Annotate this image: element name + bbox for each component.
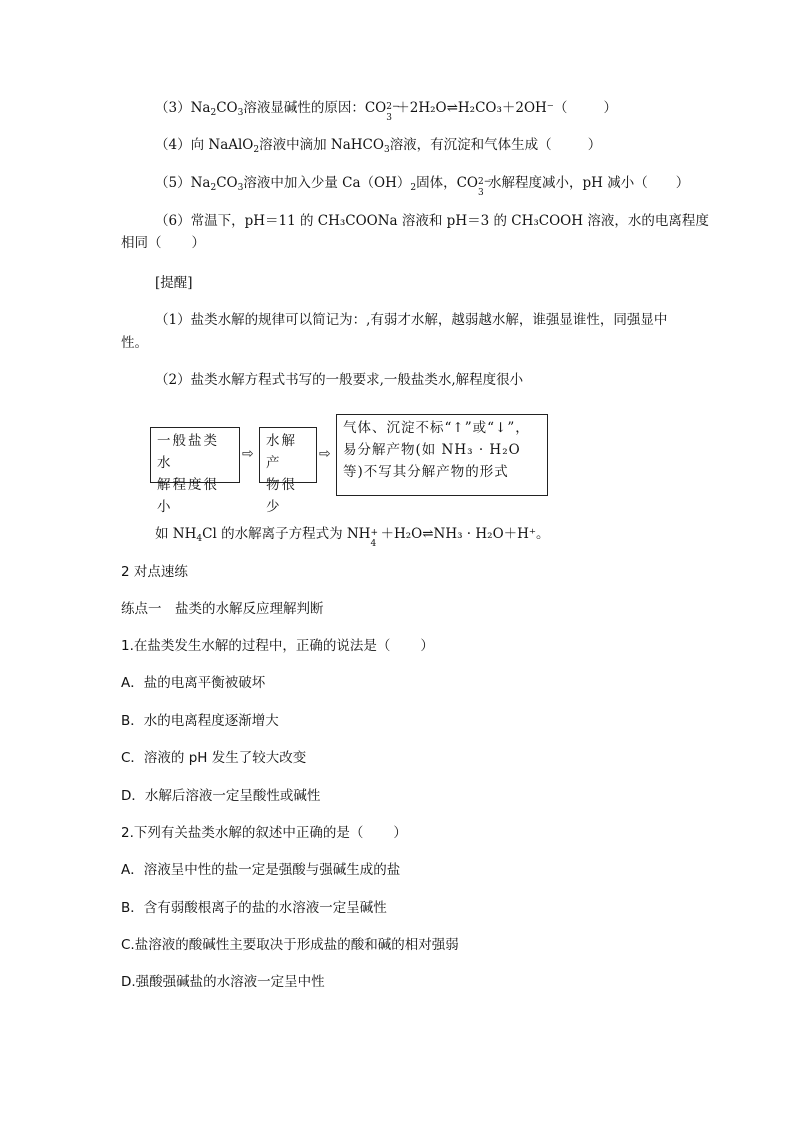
review-item-3: $(3)Na_2CO_3$溶液显碱性的原因：CO 2− 3 ＋2H₂O⇌H₂CO₃＋2OH⁻（ ） xyxy=(155,100,617,123)
q1-option-c: C．溶液的 pH 发生了较大改变 xyxy=(121,750,307,766)
q1-stem-text: 1.在盐类发生水解的过程中，正确的说法是（ xyxy=(121,638,391,654)
example-sub: 4 xyxy=(196,534,203,544)
review-item-6-line2 xyxy=(121,232,205,254)
tip-p1-line1: （1）盐类水解的规律可以简记为：,有弱才水解，越弱越水解，谁强显谁性，同强显中 xyxy=(155,312,668,328)
tip-p1-line2: 性。 xyxy=(121,335,148,351)
flow-box-2 xyxy=(259,427,317,515)
item5-c: 溶液中加入少量 Ca（OH） xyxy=(243,175,411,191)
item5-a: （5）Na xyxy=(155,175,211,191)
question-2-stem xyxy=(121,822,407,844)
item4-c: 溶液，有沉淀和气体生成（ xyxy=(389,137,552,153)
flow-box-3-line3: 等)不写其分解产物的形式 xyxy=(343,464,509,480)
flow-box-1-line2: 解程度很小 xyxy=(157,477,219,515)
question-1-stem xyxy=(121,635,434,657)
item3-text: 溶液显碱性的原因：CO xyxy=(243,100,387,116)
flow-box-2-line2: 物很少 xyxy=(266,477,297,515)
item5-e: 水解程度减小，pH 减小（ xyxy=(487,175,648,191)
review-item-5: $(5)Na_2CO_3$溶液中加入少量 $Ca(OH)_2$固体，CO 2− 3 水解程度减小，pH 减小（ ） xyxy=(155,175,690,198)
flow-box-3 xyxy=(336,414,548,496)
q2-close: ） xyxy=(393,825,407,841)
item4-b: 溶液中滴加 NaHCO xyxy=(259,137,384,153)
tip-p2: （2）盐类水解方程式书写的一般要求,一般盐类水,解程度很小 xyxy=(155,372,524,388)
item6-close: ） xyxy=(191,235,205,251)
item5-d: 固体，CO xyxy=(416,175,478,191)
tip-example xyxy=(155,523,550,549)
flow-arrow-2: ⇨ xyxy=(319,446,331,462)
section-title: 2 对点速练 xyxy=(121,564,188,580)
q2-option-a: A．溶液呈中性的盐一定是强酸与强碱生成的盐 xyxy=(121,862,401,878)
item3-co: CO xyxy=(216,100,238,116)
q2-option-d: D.强酸强碱盐的水溶液一定呈中性 xyxy=(121,974,325,990)
item4-close: ） xyxy=(587,137,602,153)
q1-option-b: B．水的电离程度逐渐增大 xyxy=(121,713,279,729)
flow-box-1 xyxy=(150,427,240,515)
q2-stem-text: 2.下列有关盐类水解的叙述中正确的是（ xyxy=(121,825,364,841)
q2-option-b: B．含有弱酸根离子的盐的水溶液一定呈碱性 xyxy=(121,900,387,916)
subsection-title: 练点一 盐类的水解反应理解判断 xyxy=(121,601,324,617)
q1-option-a: A．盐的电离平衡被破坏 xyxy=(121,675,266,691)
q1-close: ） xyxy=(420,638,434,654)
item6-line2-text: 相同（ xyxy=(121,235,162,251)
item3-prefix: （3）Na xyxy=(155,100,211,116)
item3-close: ） xyxy=(603,100,617,116)
item5-close: ） xyxy=(675,175,690,191)
q1-option-d: D．水解后溶液一定呈酸性或碱性 xyxy=(121,788,321,804)
item5-ion-charge: 2− 3 xyxy=(477,177,492,198)
example-ion-charge: + 4 xyxy=(370,528,378,549)
flow-box-1-line1: 一般盐类水 xyxy=(157,433,219,471)
flow-box-2-line1: 水解产 xyxy=(266,433,297,471)
example-a: 如 NH xyxy=(155,526,197,542)
review-item-6-line1: （6）常温下，pH＝11 的 CH₃COONa 溶液和 pH＝3 的 CH₃COOH 溶液，水的电离程度 xyxy=(155,213,709,229)
item3-ion-charge: 2− 3 xyxy=(386,102,400,123)
item4-a: （4）向 NaAlO xyxy=(155,137,254,153)
tip-heading: [提醒] xyxy=(155,275,193,291)
item3-equation: ＋2H₂O⇌H₂CO₃＋2OH⁻（ xyxy=(396,100,568,116)
item5-b: CO xyxy=(216,175,238,191)
review-item-4: （4）向 NaAlO$_2$溶液中滴加 NaHCO$_3$溶液，有沉淀和气体生成（ ） xyxy=(155,137,602,155)
example-b: Cl 的水解离子方程式为 NH xyxy=(202,526,371,542)
flow-box-3-line1: 气体、沉淀不标“↑”或“↓”， xyxy=(343,420,530,436)
flow-arrow-1: ⇨ xyxy=(242,446,254,462)
flow-box-3-line2: 易分解产物(如 NH₃ · H₂O xyxy=(343,442,521,458)
example-c: ＋H₂O⇌NH₃ · H₂O＋H⁺。 xyxy=(380,526,550,542)
q2-option-c: C.盐溶液的酸碱性主要取决于形成盐的酸和碱的相对强弱 xyxy=(121,937,459,953)
